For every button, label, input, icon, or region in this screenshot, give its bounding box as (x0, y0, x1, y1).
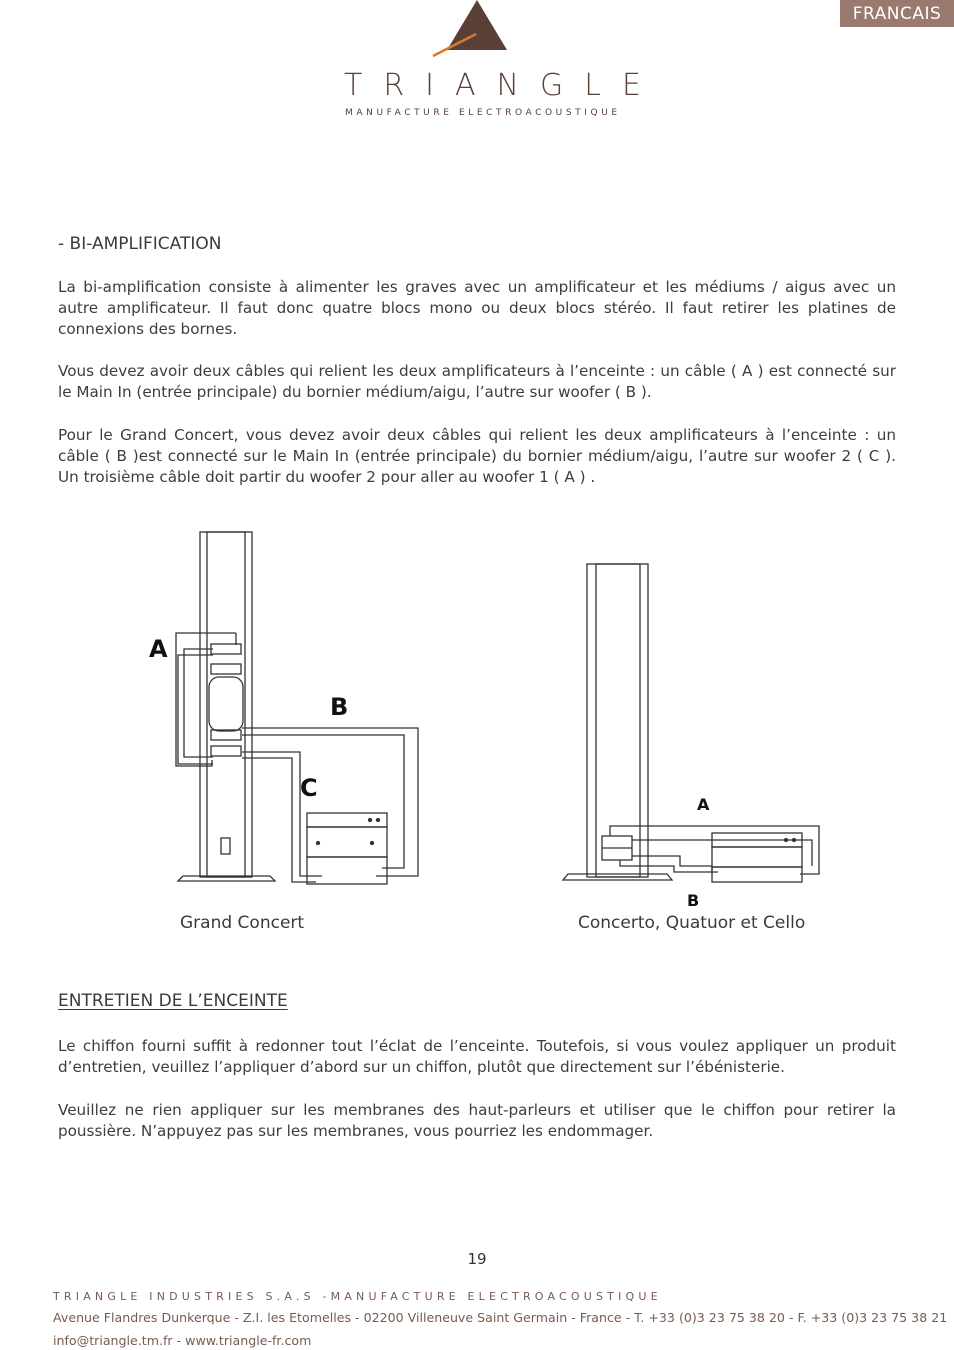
page-number: 19 (467, 1250, 487, 1268)
bi-amp-paragraph-3: Pour le Grand Concert, vous devez avoir deux câbles qui relient les deux amplificateurs à l’enceinte : un câble ( B )est connecté sur le Main In (entrée principale) du bornier médium/aigu, l’autre sur woofer 2 ( C ). Un troisième câble doit partir du woofer 2 pour aller au woofer 1 ( A ) . (58, 426, 896, 486)
bi-amp-paragraph-1: La bi-amplification consiste à alimenter les graves avec un amplificateur et les médiums / aigus avec un autre amplificateur. Il faut donc quatre blocs mono ou deux blocs stéréo. Il faut retirer les platines de connexions des bornes. (58, 278, 896, 338)
maintenance-paragraph-2: Veuillez ne rien appliquer sur les membranes des haut-parleurs et utiliser que le chiffon pour retirer la poussière. N’appuyez pas sur les membranes, vous pourriez les endommager. (58, 1101, 896, 1140)
triangle-logo-icon (430, 0, 510, 60)
label-b: B (687, 891, 700, 910)
label-c: C (300, 774, 318, 802)
brand-name: TRIANGLE (344, 68, 662, 103)
bi-amp-paragraph-2: Vous devez avoir deux câbles qui relient les deux amplificateurs à l’enceinte : un câble ( A ) est connecté sur le Main In (entrée principale) du bornier médium/aigu, l’autre sur woofer ( B ). (58, 362, 896, 401)
maintenance-title: ENTRETIEN DE L’ENCEINTE (58, 991, 288, 1011)
label-b: B (330, 693, 349, 721)
label-a: A (149, 635, 168, 663)
concerto-wiring-diagram (555, 555, 835, 910)
footer-address: Avenue Flandres Dunkerque - Z.I. les Etomelles - 02200 Villeneuve Saint Germain - France - T. +33 (0)3 23 75 38 20 - F. +33 (0)3 23 75 38 21 (53, 1310, 948, 1325)
footer-company: TRIANGLE INDUSTRIES S.A.S -MANUFACTURE ELECTROACOUSTIQUE (53, 1290, 662, 1303)
maintenance-paragraph-1: Le chiffon fourni suffit à redonner tout l’éclat de l’enceinte. Toutefois, si vous voulez appliquer un produit d’entretien, veuillez l’appliquer d’abord sur un chiffon, plutôt que directement sur l’ébénisterie. (58, 1037, 896, 1076)
grand-concert-wiring-diagram (140, 525, 440, 890)
footer-contact[interactable]: info@triangle.tm.fr - www.triangle-fr.com (53, 1333, 312, 1348)
bi-amp-title: - BI-AMPLIFICATION (58, 234, 222, 254)
grand-concert-caption: Grand Concert (180, 913, 305, 933)
concerto-caption: Concerto, Quatuor et Cello (578, 913, 806, 933)
brand-subtitle: MANUFACTURE ELECTROACOUSTIQUE (345, 108, 621, 118)
language-badge: FRANCAIS (840, 0, 954, 27)
label-a: A (697, 795, 710, 814)
